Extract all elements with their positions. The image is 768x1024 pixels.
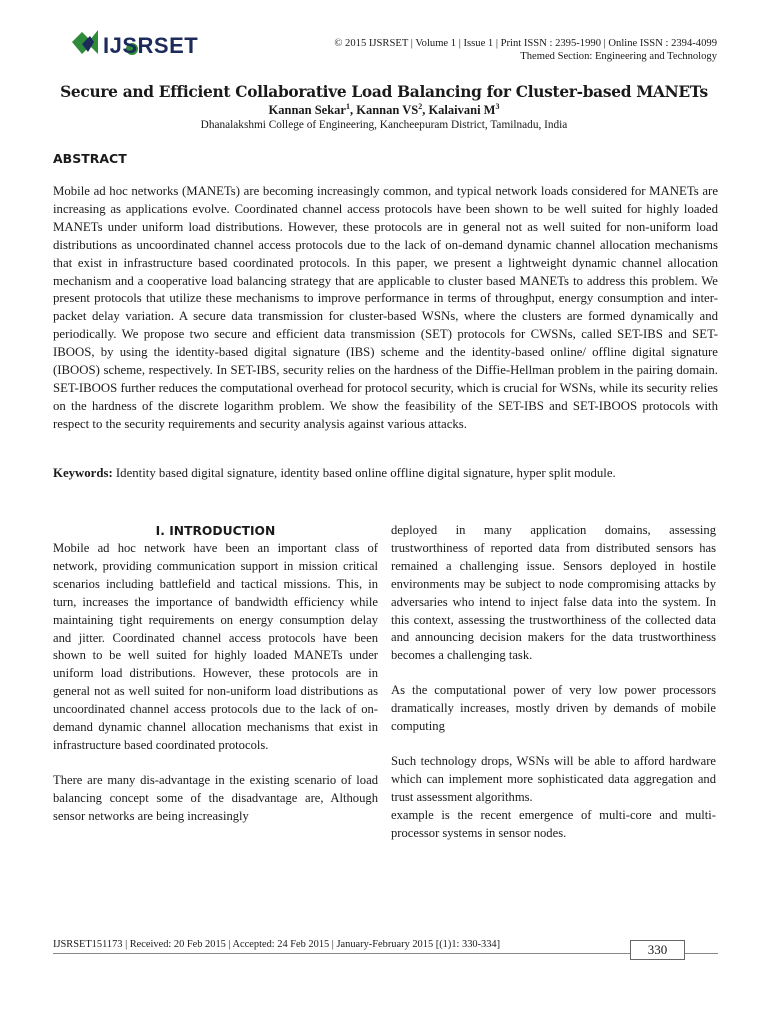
author-affil-mark: 2 <box>418 102 423 111</box>
paragraph: deployed in many application domains, assessing trustworthiness of reported data from distributed sensors has remained a challenging issue. Sensors deployed in hostile environments may be subject to node compromising attacks by adversaries who intend to inject false data into the system. In this context, assessing the trustworthiness of the collected data and announcing decision makers for the data trustworthiness becomes a challenging task. <box>391 523 716 663</box>
header-section-line: Themed Section: Engineering and Technology <box>520 51 717 62</box>
journal-header <box>334 37 717 63</box>
logo-text: IJSRSET <box>103 33 199 58</box>
author-name: Kannan VS <box>356 103 419 118</box>
paragraph: There are many dis-advantage in the existing scenario of load balancing concept some of the disadvantage are, Although sensor networks are being increasingly <box>53 772 378 823</box>
abstract-heading: ABSTRACT <box>53 151 127 166</box>
right-column <box>391 522 716 843</box>
paragraph: As the computational power of very low power processors dramatically increases, mostly driven by demands of mobile computing <box>391 683 716 734</box>
footer-divider <box>53 953 718 954</box>
abstract-text: Mobile ad hoc networks (MANETs) are becoming increasingly common, and typical network loads considered for MANETs are increasing as applications evolve. Coordinated channel access protocols have been shown to be well suited for highly loaded MANETs under uniform load distributions. However, these protocols are in general not as well suited for non-uniform load distributions as uncoordinated channel access protocols due to the lack of on-demand dynamic channel allocation mechanisms that exist in infrastructure based coordinated protocols. In this paper, we present a lightweight dynamic channel allocation mechanism and a cooperative load balancing strategy that are applicable to cluster based MANETs to address this problem. We present protocols that utilize these mechanisms to improve performance in terms of throughput, energy consumption and inter-packet delay variation. A secure data transmission for cluster-based WSNs, where the clusters are formed dynamically and periodically. We propose two secure and efficient data transmission (SET) protocols for CWSNs, called SET-IBS and SET-IBOOS, by using the identity-based digital signature (IBS) scheme and the identity-based online/ offline digital signature (IBOOS) scheme, respectively. In SET-IBS, security relies on the hardness of the Diffie-Hellman problem in the pairing domain. SET-IBOOS further reduces the computational overhead for protocol security, which is crucial for WSNs, while its security relies on the hardness of the discrete logarithm problem. We show the feasibility of the SET-IBS and SET-IBOOS protocols with respect to the security requirements and security analysis against various attacks. <box>53 184 718 431</box>
affiliation: Dhanalakshmi College of Engineering, Kancheepuram District, Tamilnadu, India <box>200 119 568 131</box>
paper-title: Secure and Efficient Collaborative Load Balancing for Cluster-based MANETs <box>60 83 708 101</box>
author-list <box>0 102 768 118</box>
section-heading: I. INTRODUCTION <box>155 524 276 538</box>
author-affil-mark: 1 <box>345 102 350 111</box>
keywords-label: Keywords: <box>53 466 113 480</box>
footer-citation: IJSRSET151173 | Received: 20 Feb 2015 | Accepted: 24 Feb 2015 | January-February 2015 [(1)1: 330-334] <box>53 939 501 950</box>
left-column <box>53 522 378 826</box>
header-issue-line: © 2015 IJSRSET | Volume 1 | Issue 1 | Print ISSN : 2395-1990 | Online ISSN : 2394-4099 <box>334 38 717 49</box>
paragraph: example is the recent emergence of multi-core and multi-processor systems in sensor nodes. <box>391 807 716 840</box>
page-number: 330 <box>630 940 685 960</box>
author-name: Kalaivani M <box>428 103 496 118</box>
author-affil-mark: 3 <box>495 102 500 111</box>
keywords <box>53 466 718 481</box>
author-separator: , <box>422 103 429 118</box>
paragraph: Such technology drops, WSNs will be able to afford hardware which can implement more sophisticated data aggregation and trust assessment algorithms. <box>391 753 716 804</box>
author-separator: , <box>349 103 357 118</box>
author-name: Kannan Sekar <box>268 103 346 118</box>
keywords-text: Identity based digital signature, identity based online offline digital signature, hyper split module. <box>112 466 616 480</box>
paragraph: Mobile ad hoc network have been an important class of network, providing communication support in mission critical scenarios including battlefield and tactical missions. This, in turn, increases the importance of bandwidth efficiency while maintaining tight requirements on energy consumption delay and jitter. Coordinated channel access protocols have been shown to be well suited for highly loaded MANETs under uniform load distributions. However, these protocols are in general not as well suited for non-uniform load distributions as uncoordinated channel access protocols due to the lack of on-demand dynamic channel allocation mechanisms that exist in infrastructure based coordinated protocols. <box>53 541 378 752</box>
